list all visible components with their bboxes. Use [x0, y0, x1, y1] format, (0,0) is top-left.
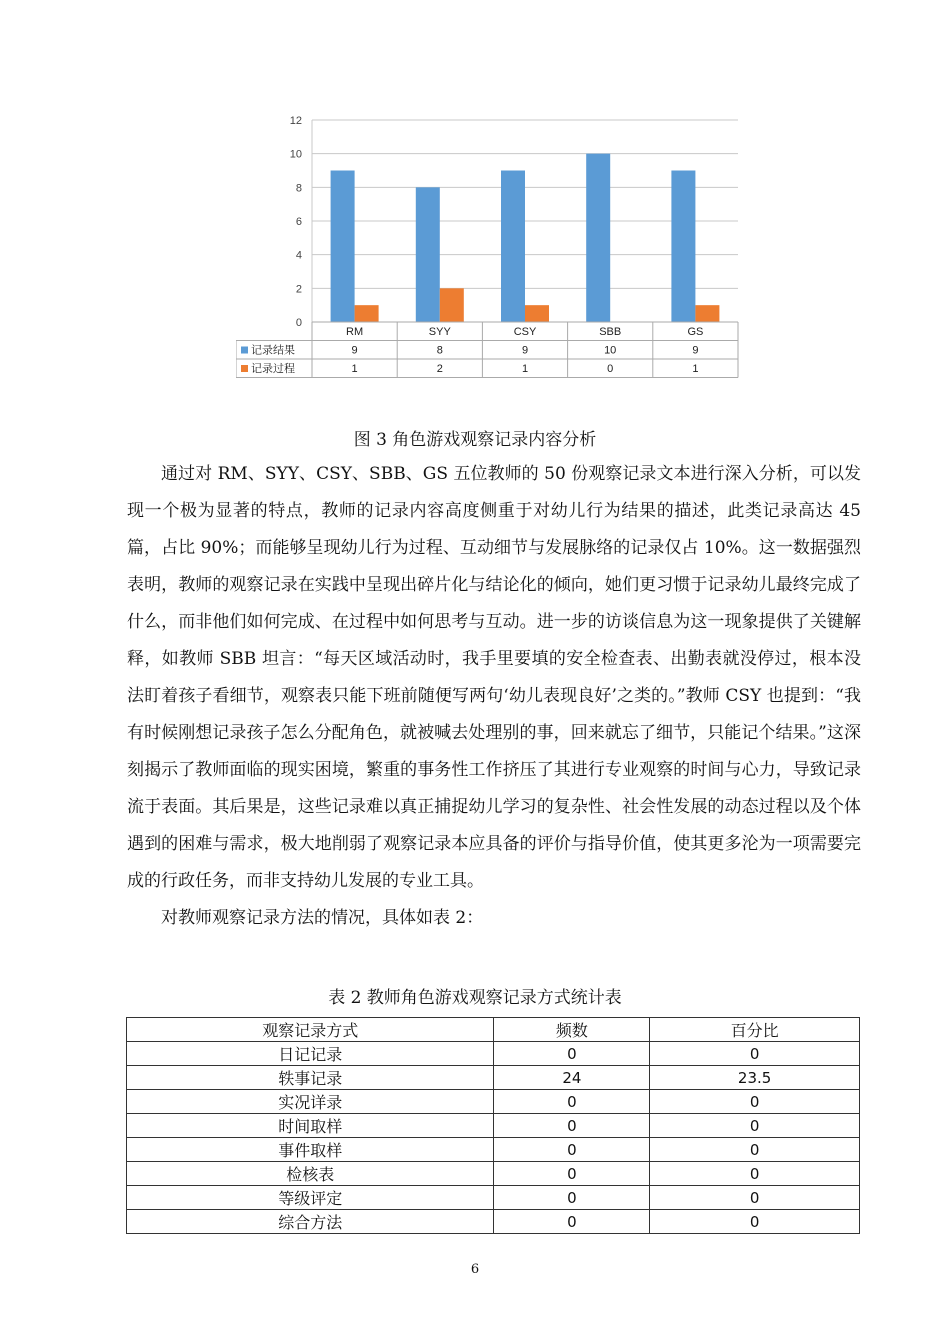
legend-key-series-1	[241, 347, 248, 354]
header-method: 观察记录方式	[127, 1018, 494, 1042]
legend-label: 记录过程	[251, 363, 295, 375]
bar-CSY-2	[525, 305, 549, 322]
table-row	[127, 1186, 860, 1210]
header-frequency: 频数	[494, 1018, 650, 1042]
bar-SYY-1	[416, 187, 440, 322]
method-cell: 时间取样	[127, 1114, 494, 1138]
data-value-label: 1	[351, 363, 358, 375]
table-header-row	[127, 1018, 860, 1042]
table-row	[127, 1066, 860, 1090]
table-caption: 表 2 教师角色游戏观察记录方式统计表	[328, 988, 622, 1008]
y-tick-label: 8	[295, 182, 302, 195]
method-cell: 综合方法	[127, 1210, 494, 1234]
frequency-cell: 0	[494, 1162, 650, 1186]
table-row	[127, 1114, 860, 1138]
frequency-cell: 0	[494, 1186, 650, 1210]
category-label: RM	[346, 326, 364, 338]
bar-GS-1	[671, 171, 695, 323]
body-text	[127, 456, 861, 937]
data-value-label: 9	[692, 344, 699, 357]
table-row	[127, 1138, 860, 1162]
legend-key-series-2	[241, 365, 248, 372]
frequency-cell: 0	[494, 1090, 650, 1114]
data-value-label: 2	[436, 363, 443, 375]
method-cell: 轶事记录	[127, 1066, 494, 1090]
page-number: 6	[470, 1262, 480, 1277]
y-tick-label: 12	[289, 115, 302, 127]
figure-caption: 图 3 角色游戏观察记录内容分析	[353, 430, 597, 450]
data-value-label: 10	[604, 344, 617, 357]
bar-SBB-1	[586, 154, 610, 322]
data-value-label: 8	[436, 344, 443, 357]
method-cell: 等级评定	[127, 1186, 494, 1210]
header-percentage: 百分比	[650, 1018, 860, 1042]
category-label: SBB	[599, 326, 622, 338]
category-label: SYY	[428, 326, 451, 338]
legend-label: 记录结果	[251, 344, 295, 357]
percentage-cell: 23.5	[650, 1066, 860, 1090]
table-row	[127, 1090, 860, 1114]
method-cell: 检核表	[127, 1162, 494, 1186]
data-value-label: 9	[521, 344, 529, 357]
frequency-cell: 0	[494, 1114, 650, 1138]
frequency-cell: 24	[494, 1066, 650, 1090]
data-value-label: 0	[607, 363, 614, 375]
percentage-cell: 0	[650, 1042, 860, 1066]
y-tick-label: 6	[295, 216, 302, 228]
percentage-cell: 0	[650, 1210, 860, 1234]
category-label: GS	[687, 326, 704, 338]
percentage-cell: 0	[650, 1090, 860, 1114]
data-value-label: 9	[351, 344, 358, 357]
y-tick-label: 2	[295, 283, 302, 296]
bar-GS-2	[695, 305, 719, 322]
bar-chart	[236, 108, 746, 384]
frequency-cell: 0	[494, 1138, 650, 1162]
paragraph-1: 通过对 RM、SYY、CSY、SBB、GS 五位教师的 50 份观察记录文本进行深入分析，可以发现一个极为显著的特点，教师的记录内容高度侧重于对幼儿行为结果的描述，此类记录高达 45 篇，占比 90%；而能够呈现幼儿行为过程、互动细节与发展脉络的记录仅占 10%。这一数据强烈表明，教师的观察记录在实践中呈现出碎片化与结论化的倾向，她们更习惯于记录幼儿最终完成了什么，而非他们如何完成、在过程中如何思考与互动。进一步的访谈信息为这一现象提供了关键解释，如教师 SBB 坦言：“每天区域活动时，我手里要填的安全检查表、出勤表就没停过，根本没法盯着孩子看细节，观察表只能下班前随便写两句‘幼儿表现良好’之类的。”教师 CSY 也提到：“我有时候刚想记录孩子怎么分配角色，就被喊去处理别的事，回来就忘了细节，只能记个结果。”这深刻揭示了教师面临的现实困境，繁重的事务性工作挤压了其进行专业观察的时间与心力，导致记录流于表面。其后果是，这些记录难以真正捕捉幼儿学习的复杂性、社会性发展的动态过程以及个体遇到的困难与需求，极大地削弱了观察记录本应具备的评价与指导价值，使其更多沦为一项需要完成的行政任务，而非支持幼儿发展的专业工具。	[127, 464, 861, 891]
percentage-cell: 0	[650, 1138, 860, 1162]
table-row	[127, 1042, 860, 1066]
method-cell: 日记记录	[127, 1042, 494, 1066]
y-tick-label: 4	[295, 249, 302, 262]
category-label: CSY	[513, 326, 537, 338]
bar-CSY-1	[501, 171, 525, 323]
frequency-cell: 0	[494, 1042, 650, 1066]
table-row	[127, 1162, 860, 1186]
paragraph-2: 对教师观察记录方法的情况，具体如表 2：	[161, 908, 484, 928]
frequency-cell: 0	[494, 1210, 650, 1234]
bar-SYY-2	[440, 288, 464, 322]
percentage-cell: 0	[650, 1114, 860, 1138]
method-cell: 实况详录	[127, 1090, 494, 1114]
data-value-label: 1	[521, 363, 529, 375]
y-tick-label: 10	[289, 148, 302, 161]
percentage-cell: 0	[650, 1186, 860, 1210]
chart-canvas	[236, 108, 746, 384]
bar-RM-2	[355, 305, 379, 322]
method-cell: 事件取样	[127, 1138, 494, 1162]
record-method-table	[126, 1017, 860, 1234]
y-tick-label: 0	[295, 317, 302, 329]
percentage-cell: 0	[650, 1162, 860, 1186]
bar-RM-1	[331, 171, 355, 323]
data-value-label: 1	[692, 363, 699, 375]
table-row	[127, 1210, 860, 1234]
